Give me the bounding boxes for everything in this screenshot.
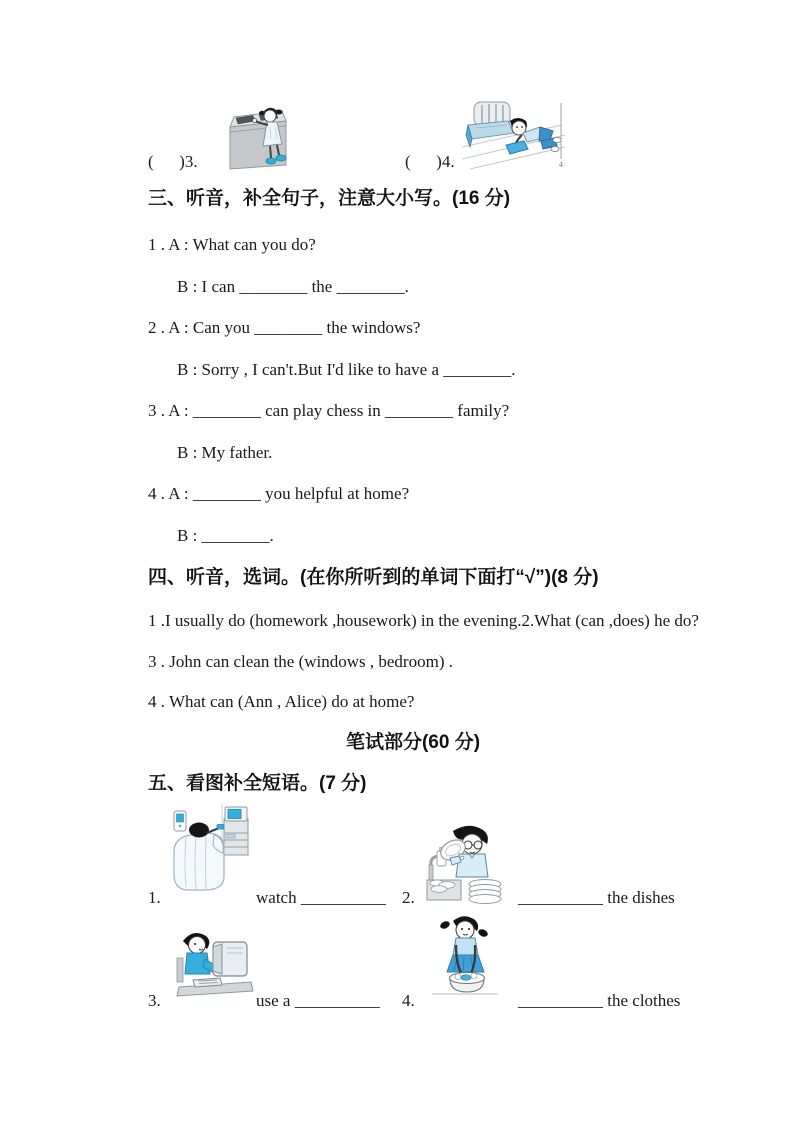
item4-number: 4.	[402, 991, 415, 1010]
matching-label-3: ( )3.	[148, 152, 198, 171]
item1-number: 1.	[148, 888, 161, 907]
child-wiping-floor-image	[462, 97, 565, 172]
section3-line-6: B : My father.	[177, 443, 273, 462]
item1-phrase: watch __________	[256, 888, 386, 907]
wash-dishes-image	[425, 823, 505, 908]
section4-line-1: 1 .I usually do (homework ,housework) in the evening.2.What (can ,does) he do?	[148, 611, 699, 630]
section3-line-4: B : Sorry , I can't.But I'd like to have a ________.	[177, 360, 516, 379]
section3-line-1: 1 . A : What can you do?	[148, 235, 316, 254]
watch-tv-image	[168, 803, 250, 893]
item3-phrase: use a __________	[256, 991, 380, 1010]
section4-heading: 四、听音，选词。(在你所听到的单词下面打“√”)(8 分)	[148, 567, 599, 588]
written-part-heading: 笔试部分(60 分)	[345, 732, 481, 753]
item2-number: 2.	[402, 888, 415, 907]
section3-line-5: 3 . A : ________ can play chess in ________ family?	[148, 401, 510, 420]
section3-line-2: B : I can ________ the ________.	[177, 277, 409, 296]
section3-line-3: 2 . A : Can you ________ the windows?	[148, 318, 421, 337]
section4-line-3: 4 . What can (Ann , Alice) do at home?	[148, 692, 415, 711]
item3-number: 3.	[148, 991, 161, 1010]
use-computer-image	[175, 928, 255, 1005]
section3-heading: 三、听音，补全句子，注意大小写。(16 分)	[148, 188, 511, 209]
stray-mark: 4	[559, 160, 563, 169]
section3-line-7: 4 . A : ________ you helpful at home?	[148, 484, 410, 503]
matching-label-4: ( )4.	[405, 152, 455, 171]
item2-phrase: __________ the dishes	[518, 888, 675, 907]
section5-heading: 五、看图补全短语。(7 分)	[148, 773, 367, 794]
item4-phrase: __________ the clothes	[518, 991, 681, 1010]
section3-line-8: B : ________.	[177, 526, 274, 545]
wash-clothes-image	[430, 915, 500, 1000]
section4-line-2: 3 . John can clean the (windows , bedroom) .	[148, 652, 453, 671]
girl-cleaning-sink-image	[226, 99, 294, 174]
